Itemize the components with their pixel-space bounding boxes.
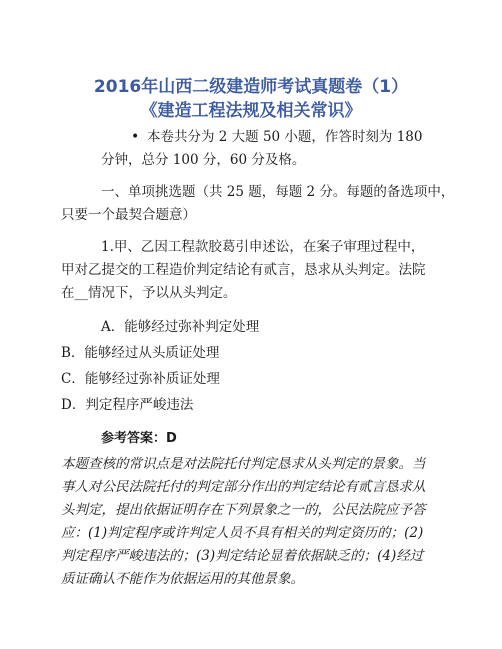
- intro-line-2: 分钟，总分 100 分，60 分及格。: [101, 152, 306, 168]
- option-a: A．能够经过弥补判定处理: [101, 319, 260, 335]
- explanation-line-3: 头判定，提出依据证明存在下列景象之一的，公民法院应予答: [61, 502, 426, 518]
- intro-line-1: 本卷共分为 2 大题 50 小题，作答时刻为 180: [147, 129, 423, 145]
- section-heading-line-2: 只要一个最契合题意）: [61, 207, 196, 223]
- document-title-line-2: 《建造工程法规及相关常识》: [140, 101, 362, 121]
- option-d: D．判定程序严峻违法: [61, 397, 194, 413]
- explanation-line-4: 应：(1)判定程序或许判定人员不具有相关的判定资历的；(2): [61, 525, 424, 541]
- option-b: B．能够经过从头质证处理: [61, 345, 220, 361]
- explanation-line-6: 质证确认不能作为依据运用的其他景象。: [61, 571, 304, 587]
- bullet-icon: •: [131, 129, 140, 145]
- answer-label: 参考答案：D: [101, 431, 177, 446]
- question-line-3: 在__情况下，予以从头判定。: [61, 285, 237, 301]
- question-line-1: 1.甲、乙因工程款胶葛引申述讼，在案子审理过程中，: [101, 239, 425, 255]
- option-c: C．能够经过弥补质证处理: [61, 371, 220, 387]
- explanation-line-5: 判定程序严峻违法的；(3)判定结论显着依据缺乏的；(4)经过: [61, 548, 424, 564]
- explanation-line-2: 事人对公民法院托付的判定部分作出的判定结论有贰言恳求从: [61, 479, 426, 495]
- explanation-line-1: 本题查核的常识点是对法院托付判定恳求从头判定的景象。当: [61, 456, 426, 472]
- section-heading-line-1: 一、单项挑选题（共 25 题，每题 2 分。每题的备选项中，: [101, 184, 455, 200]
- question-line-2: 甲对乙提交的工程造价判定结论有贰言，恳求从头判定。法院: [61, 262, 426, 278]
- document-title-line-1: 2016年山西二级建造师考试真题卷（1）: [93, 77, 409, 97]
